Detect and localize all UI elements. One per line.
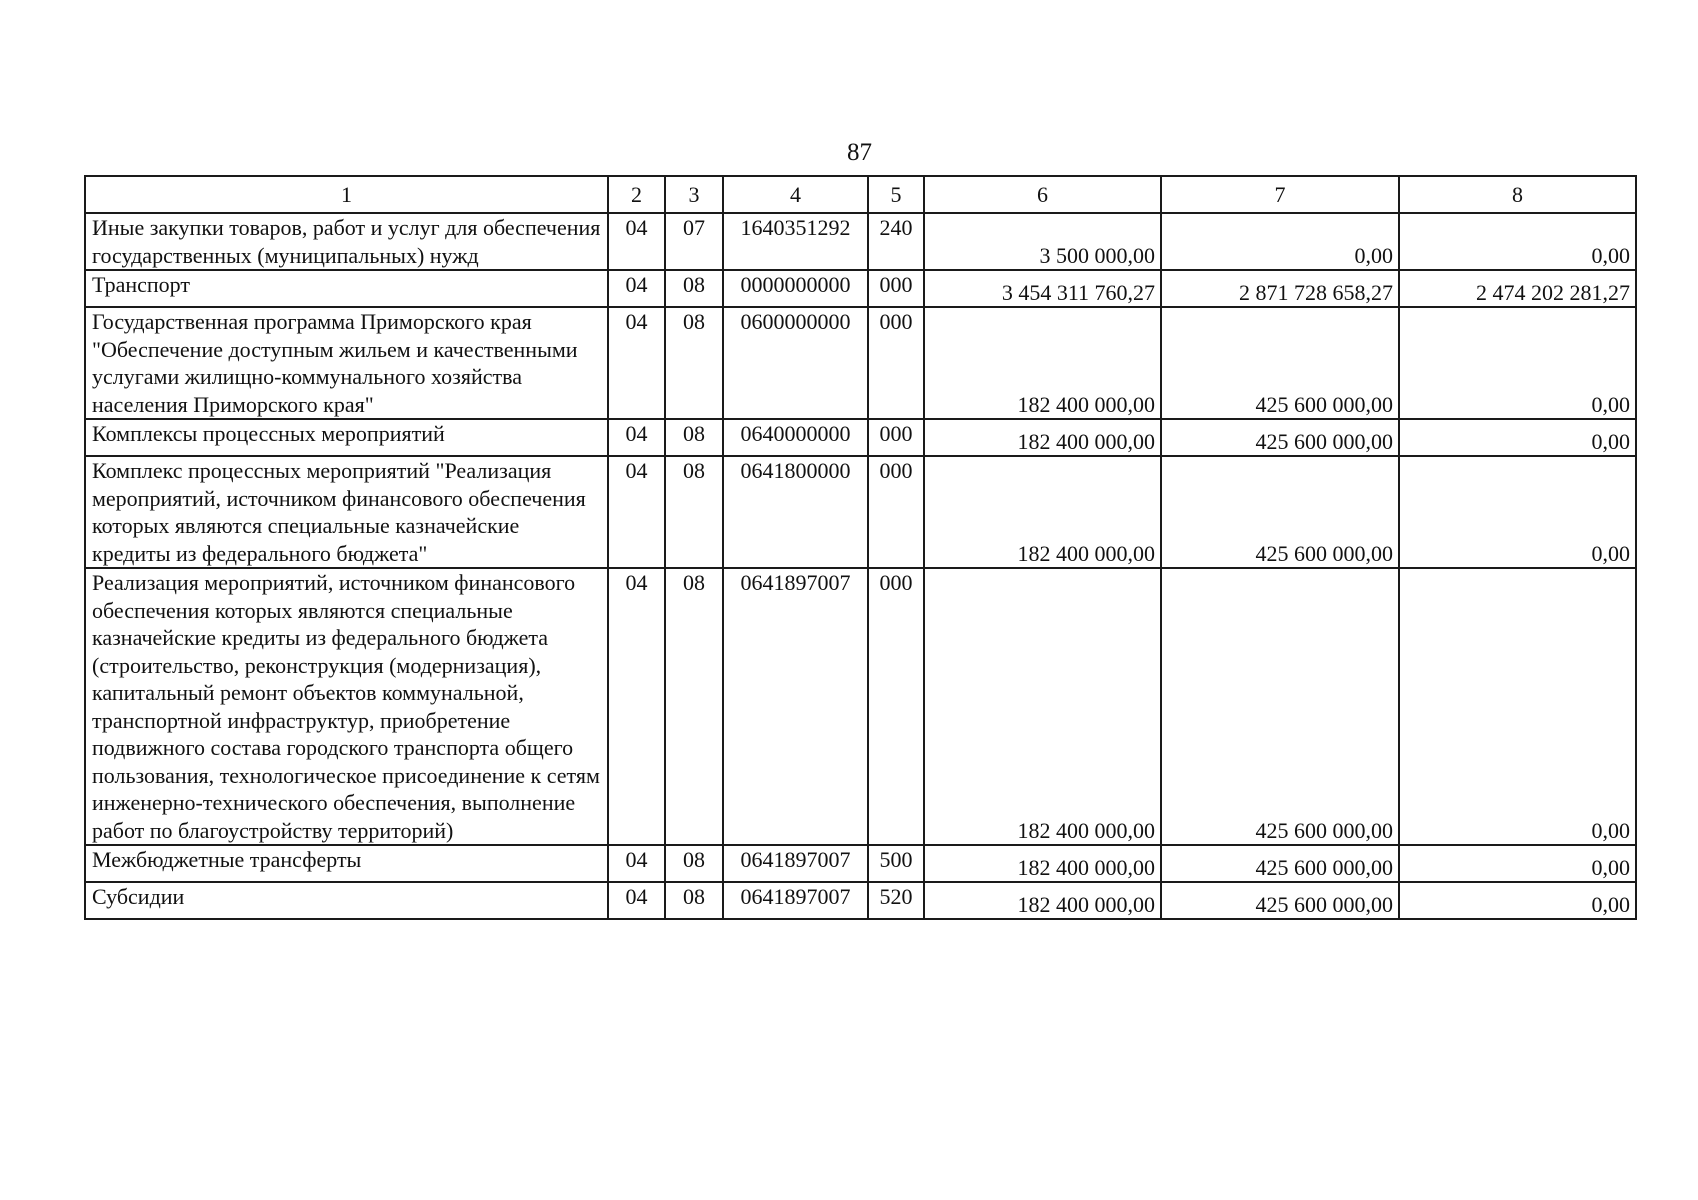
expense-type-code: 240 <box>868 213 924 270</box>
table-row <box>85 213 1636 270</box>
amount-col8: 0,00 <box>1399 419 1636 456</box>
target-article-code: 0641897007 <box>723 568 868 845</box>
amount-col8: 0,00 <box>1399 882 1636 919</box>
subsection-code: 08 <box>665 568 723 845</box>
amount-col6: 182 400 000,00 <box>924 307 1161 419</box>
table-row <box>85 456 1636 568</box>
amount-col8: 0,00 <box>1399 213 1636 270</box>
amount-col7: 425 600 000,00 <box>1161 419 1399 456</box>
amount-col8: 2 474 202 281,27 <box>1399 270 1636 307</box>
subsection-code: 08 <box>665 307 723 419</box>
section-code: 04 <box>608 568 665 845</box>
row-name: Субсидии <box>85 882 608 919</box>
target-article-code: 0641897007 <box>723 845 868 882</box>
amount-col6: 3 454 311 760,27 <box>924 270 1161 307</box>
section-code: 04 <box>608 882 665 919</box>
header-cell: 8 <box>1399 176 1636 213</box>
amount-col7: 2 871 728 658,27 <box>1161 270 1399 307</box>
amount-col6: 182 400 000,00 <box>924 456 1161 568</box>
amount-col8: 0,00 <box>1399 568 1636 845</box>
budget-table <box>84 175 1637 920</box>
subsection-code: 08 <box>665 456 723 568</box>
expense-type-code: 000 <box>868 307 924 419</box>
header-cell: 2 <box>608 176 665 213</box>
header-cell: 4 <box>723 176 868 213</box>
amount-col6: 182 400 000,00 <box>924 882 1161 919</box>
target-article-code: 1640351292 <box>723 213 868 270</box>
subsection-code: 08 <box>665 845 723 882</box>
table-row <box>85 882 1636 919</box>
target-article-code: 0640000000 <box>723 419 868 456</box>
amount-col6: 182 400 000,00 <box>924 419 1161 456</box>
expense-type-code: 000 <box>868 419 924 456</box>
amount-col7: 425 600 000,00 <box>1161 882 1399 919</box>
subsection-code: 07 <box>665 213 723 270</box>
header-cell: 7 <box>1161 176 1399 213</box>
table-row <box>85 568 1636 845</box>
section-code: 04 <box>608 456 665 568</box>
target-article-code: 0641897007 <box>723 882 868 919</box>
section-code: 04 <box>608 419 665 456</box>
target-article-code: 0641800000 <box>723 456 868 568</box>
target-article-code: 0600000000 <box>723 307 868 419</box>
table-row <box>85 270 1636 307</box>
amount-col7: 425 600 000,00 <box>1161 845 1399 882</box>
target-article-code: 0000000000 <box>723 270 868 307</box>
row-name: Комплексы процессных мероприятий <box>85 419 608 456</box>
page-number: 87 <box>847 139 872 166</box>
amount-col6: 182 400 000,00 <box>924 845 1161 882</box>
expense-type-code: 520 <box>868 882 924 919</box>
row-name: Реализация мероприятий, источником финансового обеспечения которых являются специальные казначейские кредиты из федерального бюджета (строительство, реконструкция (модернизация), капитальный ремонт объектов коммунальной, транспортной инфраструктур, приобретение подвижного состава городского транспорта общего пользования, технологическое присоединение к сетям инженерно-технического обеспечения, выполнение работ по благоустройству территорий) <box>85 568 608 845</box>
subsection-code: 08 <box>665 882 723 919</box>
table-row <box>85 419 1636 456</box>
amount-col8: 0,00 <box>1399 845 1636 882</box>
amount-col7: 0,00 <box>1161 213 1399 270</box>
row-name: Государственная программа Приморского края "Обеспечение доступным жильем и качественными услугами жилищно-коммунального хозяйства населения Приморского края" <box>85 307 608 419</box>
amount-col7: 425 600 000,00 <box>1161 456 1399 568</box>
section-code: 04 <box>608 213 665 270</box>
row-name: Межбюджетные трансферты <box>85 845 608 882</box>
expense-type-code: 500 <box>868 845 924 882</box>
header-cell: 5 <box>868 176 924 213</box>
header-cell: 3 <box>665 176 723 213</box>
section-code: 04 <box>608 270 665 307</box>
amount-col6: 182 400 000,00 <box>924 568 1161 845</box>
table-header-row <box>85 176 1636 213</box>
amount-col7: 425 600 000,00 <box>1161 568 1399 845</box>
section-code: 04 <box>608 845 665 882</box>
subsection-code: 08 <box>665 419 723 456</box>
amount-col6: 3 500 000,00 <box>924 213 1161 270</box>
amount-col8: 0,00 <box>1399 456 1636 568</box>
expense-type-code: 000 <box>868 456 924 568</box>
subsection-code: 08 <box>665 270 723 307</box>
expense-type-code: 000 <box>868 568 924 845</box>
header-cell: 1 <box>85 176 608 213</box>
amount-col7: 425 600 000,00 <box>1161 307 1399 419</box>
row-name: Комплекс процессных мероприятий "Реализация мероприятий, источником финансового обеспечения которых являются специальные казначейские кредиты из федерального бюджета" <box>85 456 608 568</box>
table-row <box>85 307 1636 419</box>
row-name: Иные закупки товаров, работ и услуг для обеспечения государственных (муниципальных) нужд <box>85 213 608 270</box>
header-cell: 6 <box>924 176 1161 213</box>
row-name: Транспорт <box>85 270 608 307</box>
expense-type-code: 000 <box>868 270 924 307</box>
section-code: 04 <box>608 307 665 419</box>
amount-col8: 0,00 <box>1399 307 1636 419</box>
table-row <box>85 845 1636 882</box>
